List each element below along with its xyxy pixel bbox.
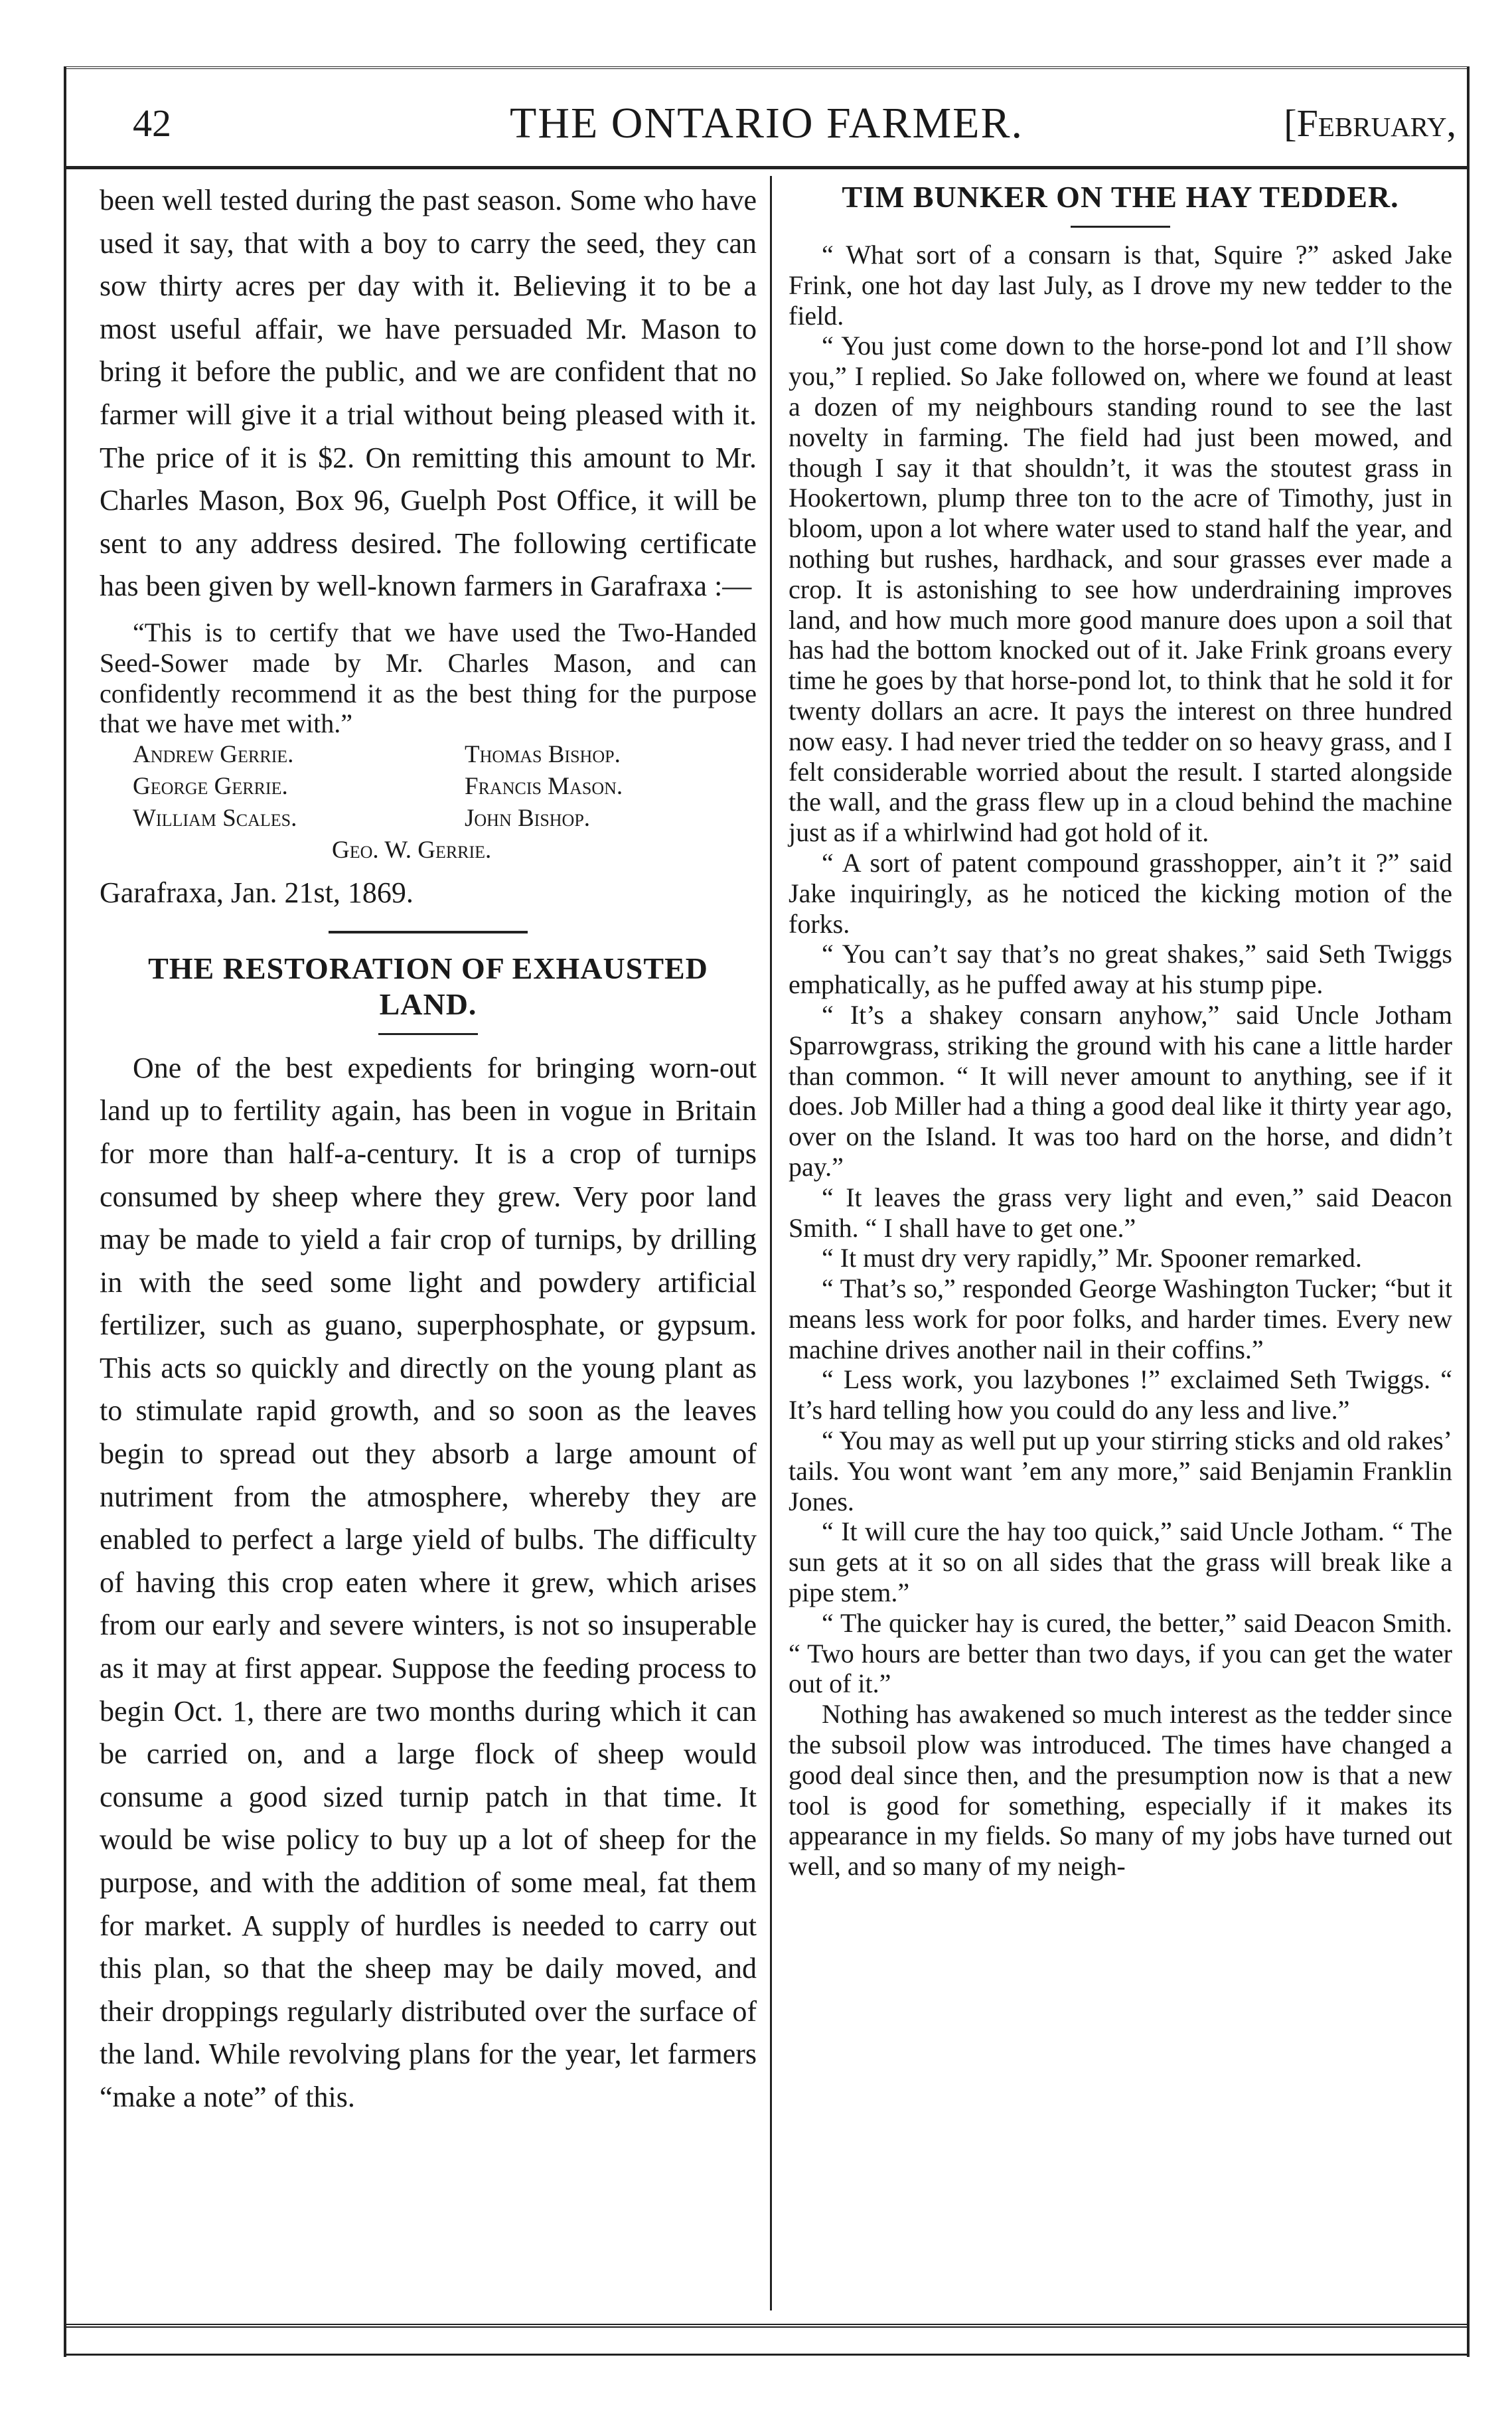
article-paragraph: “ You may as well put up your stirring sticks and old rakes’ tails. You wont want ’em any more,” said Benjamin Franklin Jones. xyxy=(789,1425,1452,1516)
title-rule xyxy=(1071,226,1170,228)
article-paragraph: “ It must dry very rapidly,” Mr. Spooner remarked. xyxy=(822,1243,1362,1273)
signatory: George Gerrie. xyxy=(133,773,288,801)
signatories-block xyxy=(100,739,757,866)
article-paragraph: “ What sort of a consarn is that, Squire ?” asked Jake Frink, one hot day last July, as I drove my new tedder to the field. xyxy=(789,240,1452,331)
article-paragraph: “ The quicker hay is cured, the better,” said Deacon Smith. “ Two hours are better than two days, if you can get the water out of it.” xyxy=(789,1607,1452,1699)
article-paragraph: “ Less work, you lazybones !” exclaimed Seth Twiggs. “ It’s hard telling how you could do any less and live.” xyxy=(789,1364,1452,1425)
article-paragraph: “ It will cure the hay too quick,” said Uncle Jotham. “ The sun gets at it so on all sides that the grass will break like a pipe stem.” xyxy=(789,1516,1452,1608)
article-paragraph: “ It’s a shakey consarn anyhow,” said Uncle Jotham Sparrowgrass, striking the ground with his cane a little harder than common. “ It will never amount to anything, see if it does. Job Miller had a thing a good deal like it thirty year ago, over on the Island. It was too hard on the horse, and didn’t pay.” xyxy=(789,999,1452,1182)
article-title: TIM BUNKER ON THE HAY TEDDER. xyxy=(842,180,1399,214)
signatory: Thomas Bishop. xyxy=(465,741,621,769)
running-header xyxy=(64,86,1470,159)
right-column xyxy=(789,179,1452,1882)
continued-paragraph: been well tested during the past season. Some who have used it say, that with a boy to carry the seed, they can sow thirty acres per day with it. Believing it to be a most useful affair, we have persuaded Mr. Mason to bring it before the public, and we are confident that no farmer will give it a trial without being pleased with it. The price of it is $2. On remitting this amount to Mr. Charles Mason, Box 96, Guelph Post Office, it will be sent to any address desired. The following certificate has been given by well-known farmers in Garafraxa :— xyxy=(100,184,757,603)
signatory: Andrew Gerrie. xyxy=(133,741,294,769)
dateline: Garafraxa, Jan. 21st, 1869. xyxy=(100,876,414,910)
page-number: 42 xyxy=(133,102,171,145)
signatory: William Scales. xyxy=(133,805,297,833)
article-paragraph: “ It leaves the grass very light and even,” said Deacon Smith. “ I shall have to get one.” xyxy=(789,1182,1452,1243)
article-paragraph: “ You can’t say that’s no great shakes,” said Seth Twiggs emphatically, as he puffed away at his stump pipe. xyxy=(789,939,1452,1000)
signatory: Geo. W. Gerrie. xyxy=(332,837,492,864)
section-ornament-rule xyxy=(329,931,528,933)
article-body: One of the best expedients for bringing worn-out land up to fertility again, has been in vogue in Britain for more than half-a-century. It is a crop of turnips consumed by sheep where they grew. Very poor land may be made to yield a fair crop of turnips, by drilling in with the seed some light and powdery artificial fertilizer, such as guano, superphosphate, or gypsum. This acts so quickly and directly on the young plant as to stimulate rapid growth, and so soon as the leaves begin to spread out they absorb a large amount of nutriment from the atmosphere, whereby they are enabled to perfect a large yield of bulbs. The difficulty of having this crop eaten where it grew, which arises from our early and severe winters, is not so insuperable as it may at first appear. Suppose the feeding process to begin Oct. 1, there are two months during which it can be carried on, and a large flock of sheep would consume a good sized turnip patch in that time. It would be wise policy to buy up a lot of sheep for the purpose, and with the addition of some meal, fat them for market. A supply of hurdles is needed to carry out this plan, so that the sheep may be daily moved, and their droppings regularly distributed over the surface of the land. While revolving plans for the year, let farmers “make a note” of this. xyxy=(100,1051,757,2113)
article-title: THE RESTORATION OF EXHAUSTED LAND. xyxy=(148,951,708,1021)
left-column xyxy=(100,179,757,2119)
article-paragraph: Nothing has awakened so much interest as the tedder since the subsoil plow was introduced. The times have changed a good deal since then, and the presumption now is that a new tool is good for something, especially if it makes its appearance in my fields. So many of my jobs have turned out well, and so many of my neigh- xyxy=(789,1699,1452,1882)
footer-rule-thin xyxy=(64,2354,1470,2356)
header-rule xyxy=(64,166,1470,169)
issue-month: [February, xyxy=(1284,102,1456,145)
article-paragraph: “ You just come down to the horse-pond lot and I’ll show you,” I replied. So Jake followed on, where we found at least a dozen of my neighbours standing round to see the last novelty in farming. The field had just been mowed, and though I say it that shouldn’t, it was the stoutest grass in Hookertown, plump three ton to the acre of Timothy, just in bloom, upon a lot where water used to stand half the year, and nothing but rushes, hardhack, and sour grasses ever made a crop. It is astonishing to see how underdraining improves land, and how much more good manure does upon a soil that has had the bottom knocked out of it. Jake Frink groans every time he goes by that horse-pond lot, to think that he sold it for twenty dollars an acre. It pays the interest on three hundred now easy. I had never tried the tedder on so heavy grass, and I felt considerable worried about the result. I started alongside the wall, and the grass flew up in a cloud behind the machine just as if a whirlwind had got hold of it. xyxy=(789,331,1452,848)
signatory: Francis Mason. xyxy=(465,773,623,801)
signatory: John Bishop. xyxy=(465,805,591,833)
journal-title: THE ONTARIO FARMER. xyxy=(510,99,1023,147)
article-paragraph: “ A sort of patent compound grasshopper, ain’t it ?” said Jake inquiringly, as he noticed the kicking motion of the forks. xyxy=(789,847,1452,939)
title-rule xyxy=(378,1033,478,1035)
column-divider xyxy=(770,176,772,2310)
footer-rule xyxy=(64,2324,1470,2328)
certificate-quote: “This is to certify that we have used the Two-Handed Seed-Sower made by Mr. Charles Mason, and can confidently recommend it as the best thing for the purpose that we have met with.” xyxy=(100,617,757,739)
article-paragraph: “ That’s so,” responded George Washington Tucker; “but it means less work for poor folks, and harder times. Every new machine drives another nail in their coffins.” xyxy=(789,1273,1452,1364)
